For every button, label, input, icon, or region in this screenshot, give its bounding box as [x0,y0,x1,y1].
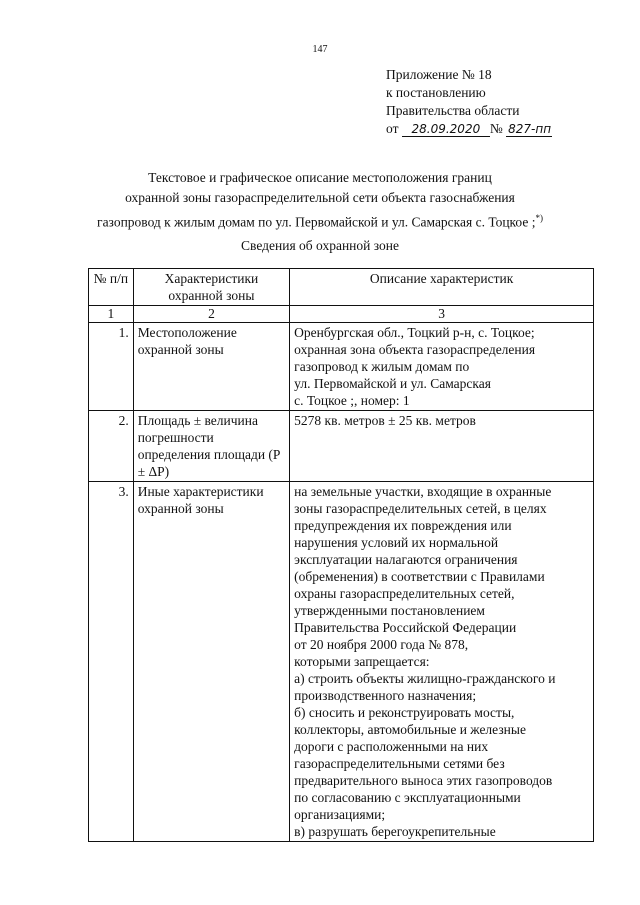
header-description: Описание характеристик [290,269,594,306]
description-line: с. Тоцкое ;, номер: 1 [294,393,410,408]
document-title [60,168,580,233]
table-row [89,411,594,482]
description-line: нарушения условий их нормальной [294,535,499,550]
description-line: охранная зона объекта газораспределения [294,342,536,357]
description-line: 5278 кв. метров ± 25 кв. метров [294,413,476,428]
table-row [89,323,594,411]
description-line: Правительства Российской Федерации [294,620,517,635]
column-number-1: 1 [89,306,134,323]
description-line: на земельные участки, входящие в охранные [294,484,552,499]
row-name: Местоположение охранной зоны [133,323,289,411]
description-line: газораспределительными сетями без [294,756,505,771]
row-description [290,411,594,482]
description-line: утвержденными постановлением [294,603,485,618]
description-line: б) сносить и реконструировать мосты, [294,705,515,720]
row-number: 1. [89,323,134,411]
page-number: 147 [312,44,328,55]
row-description [290,482,594,842]
appendix-line-3: Правительства области [386,103,520,118]
title-line-3 [60,208,580,233]
description-line: а) строить объекты жилищно-гражданского и [294,671,556,686]
description-line: эксплуатации налагаются ограничения [294,552,518,567]
description-line: охраны газораспределительных сетей, [294,586,515,601]
column-number-2: 2 [133,306,289,323]
row-number: 2. [89,411,134,482]
appendix-line-2: к постановлению [386,85,486,100]
description-line: предупреждения их повреждения или [294,518,512,533]
description-line: газопровод к жилым домам по [294,359,470,374]
description-line: зоны газораспределительных сетей, в целях [294,501,547,516]
title-line-1: Текстовое и графическое описание местоположения границ [148,170,492,185]
description-line: Оренбургская обл., Тоцкий р-н, с. Тоцкое; [294,325,535,340]
table-row [89,482,594,842]
appendix-block [386,66,552,138]
header-row [89,269,594,306]
description-line: организациями; [294,807,386,822]
footnote-mark: *) [535,213,543,223]
handwritten-number: 827-пп [508,122,552,136]
description-line: (обременения) в соответствии с Правилами [294,569,545,584]
title-line-2: охранной зоны газораспределительной сети объекта газоснабжения [125,190,515,205]
appendix-title: Приложение № 18 [386,67,492,82]
description-line: предварительного выноса этих газопроводов [294,773,553,788]
title-line-3-text: газопровод к жилым домам по ул. Первомайской и ул. Самарская с. Тоцкое ; [97,214,536,230]
handwritten-date: 28.09.2020 [402,123,490,137]
appendix-date-line [386,120,552,138]
row-description [290,323,594,411]
header-characteristics: Характеристики охранной зоны [133,269,289,306]
row-number: 3. [89,482,134,842]
column-number-3: 3 [290,306,594,323]
description-line: дороги с расположенными на них [294,739,489,754]
description-line: производственного назначения; [294,688,477,703]
description-line: от 20 ноября 2000 года № 878, [294,637,469,652]
from-label: от [386,121,399,136]
header-number: № п/п [89,269,134,306]
column-number-row [89,306,594,323]
zone-table [88,268,594,842]
row-name: Площадь ± величина погрешности определения площади (P ± ΔP) [133,411,289,482]
section-subtitle: Сведения об охранной зоне [241,238,399,253]
number-sign: № [489,121,503,136]
description-line: в) разрушать берегоукрепительные [294,824,496,839]
description-line: коллекторы, автомобильные и железные [294,722,526,737]
description-line: по согласованию с эксплуатационными [294,790,521,805]
description-line: ул. Первомайской и ул. Самарская [294,376,491,391]
description-line: которыми запрещается: [294,654,430,669]
row-name: Иные характеристики охранной зоны [133,482,289,842]
